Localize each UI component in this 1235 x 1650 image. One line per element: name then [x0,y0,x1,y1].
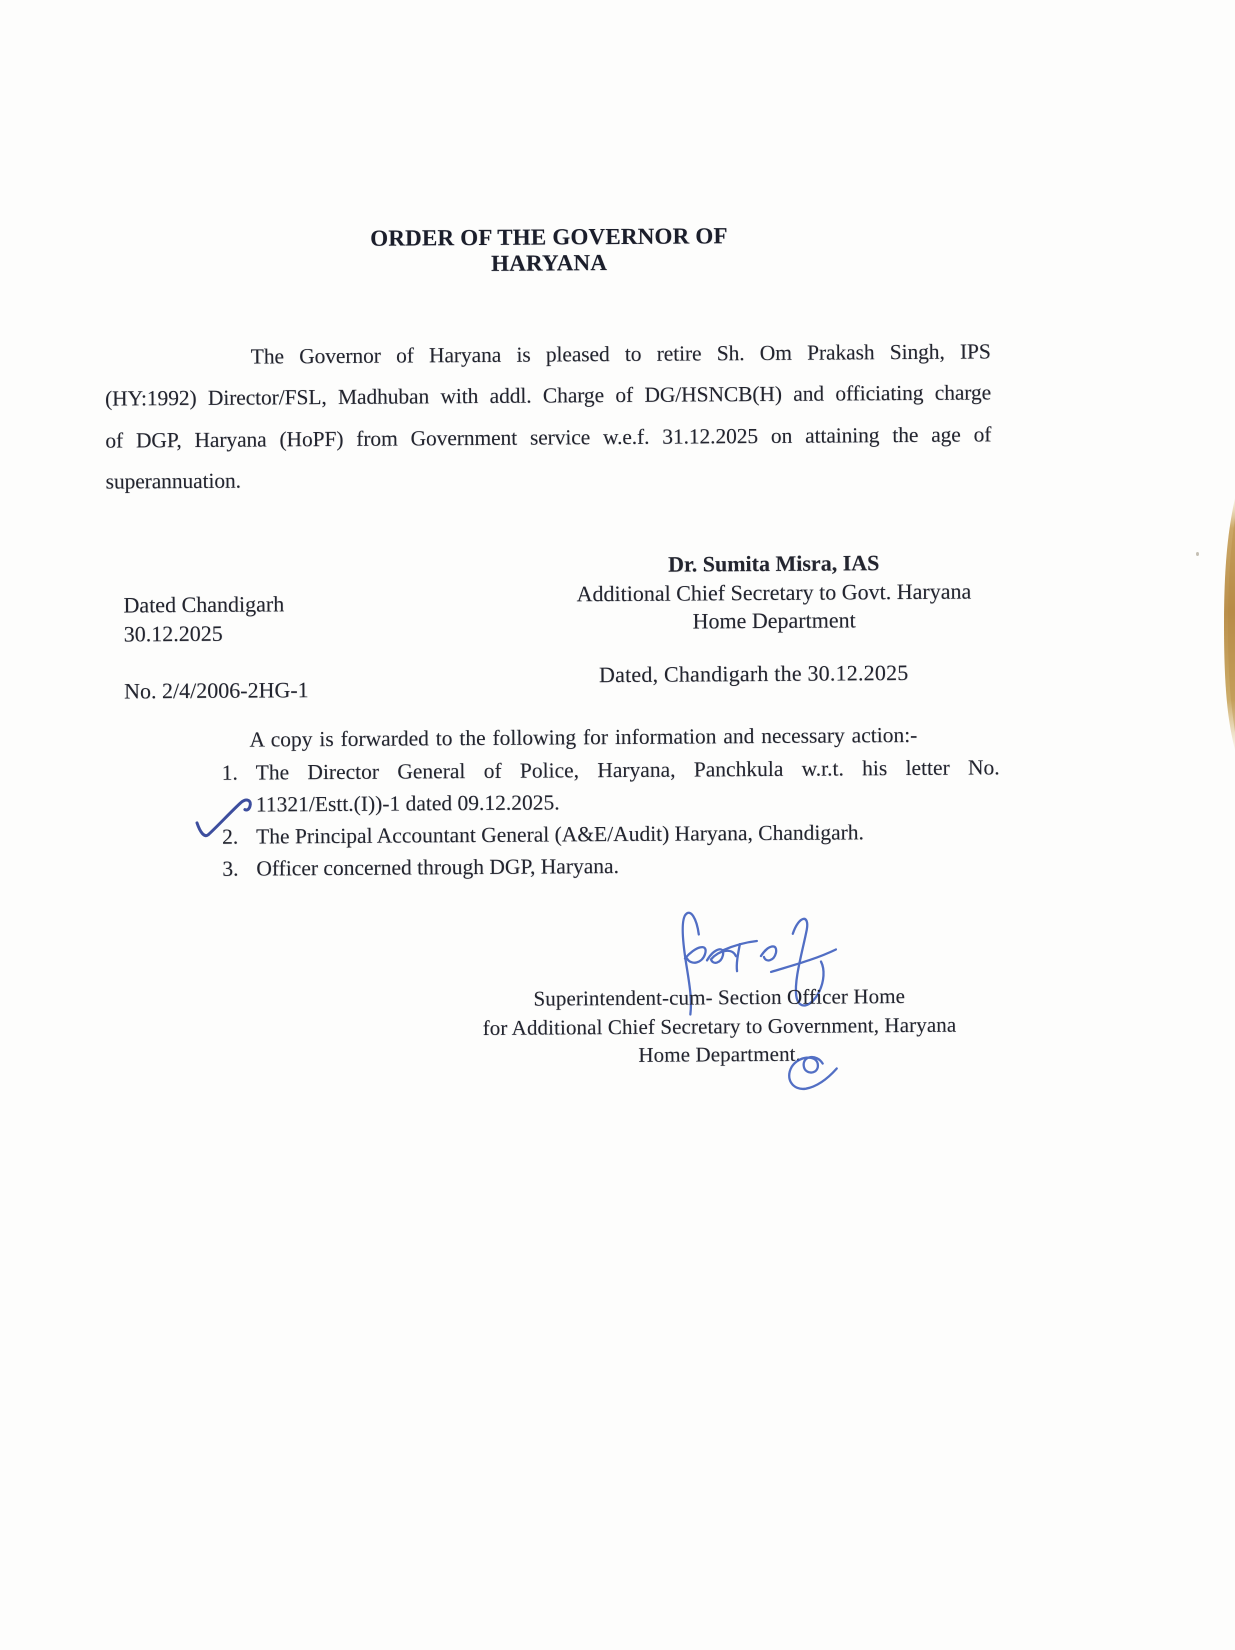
endorsement-list [222,751,1001,884]
signatory-name: Dr. Sumita Misra, IAS [667,550,880,577]
dateline-left-date: 30.12.2025 [123,620,223,647]
scan-speck [1196,552,1199,556]
dateline-left [123,590,284,648]
endorsement-intro: A copy is forwarded to the following for information and necessary action:- [249,722,918,752]
scan-edge-artifact [1220,498,1235,750]
reference-number: No. 2/4/2006-2HG-1 [123,677,309,704]
signatory-designation: Additional Chief Secretary to Govt. Haryana [576,578,972,606]
signoff-block [469,982,970,1071]
flourish-icon [775,1051,841,1095]
order-body-line: of DGP, Haryana (HoPF) from Government service w.e.f. 31.12.2025 on attaining the age of [105,422,992,453]
order-body-paragraph [105,331,992,503]
order-body-line: The Governor of Haryana is pleased to retire Sh. Om Prakash Singh, IPS [250,339,991,369]
endorsement-item-text: 11321/Estt.(I))-1 dated 09.12.2025. [255,790,560,817]
dateline-left-place: Dated Chandigarh [123,591,285,618]
signatory-department: Home Department [692,607,856,634]
endorsement-item-text: The Principal Accountant General (A&E/Audit) Haryana, Chandigarh. [256,820,864,849]
endorsement-item [222,847,1000,884]
order-body-line: superannuation. [105,468,241,494]
checkmark-icon [191,794,257,844]
signoff-title: Superintendent-cum- Section Officer Home [533,983,906,1011]
endorsement-item-number: 2. [222,824,239,849]
endorsement-item-number: 1. [221,760,238,785]
page-title: ORDER OF THE GOVERNOR OF HARYANA [370,223,728,276]
signatory-block [551,548,997,637]
order-body-line: (HY:1992) Director/FSL, Madhuban with addl. Charge of DG/HSNCB(H) and officiating charge [104,380,992,411]
dateline-right: Dated, Chandigarh the 30.12.2025 [598,659,909,688]
signoff-for: for Additional Chief Secretary to Government, Haryana [482,1012,957,1040]
endorsement-item-number: 3. [222,856,239,881]
signoff-department: Home Department. [638,1041,801,1068]
endorsement-item-text: The Director General of Police, Haryana, Panchkula w.r.t. his letter No. [255,755,1000,785]
endorsement-item-text: Officer concerned through DGP, Haryana. [256,853,619,881]
endorsement-item [222,751,1000,820]
